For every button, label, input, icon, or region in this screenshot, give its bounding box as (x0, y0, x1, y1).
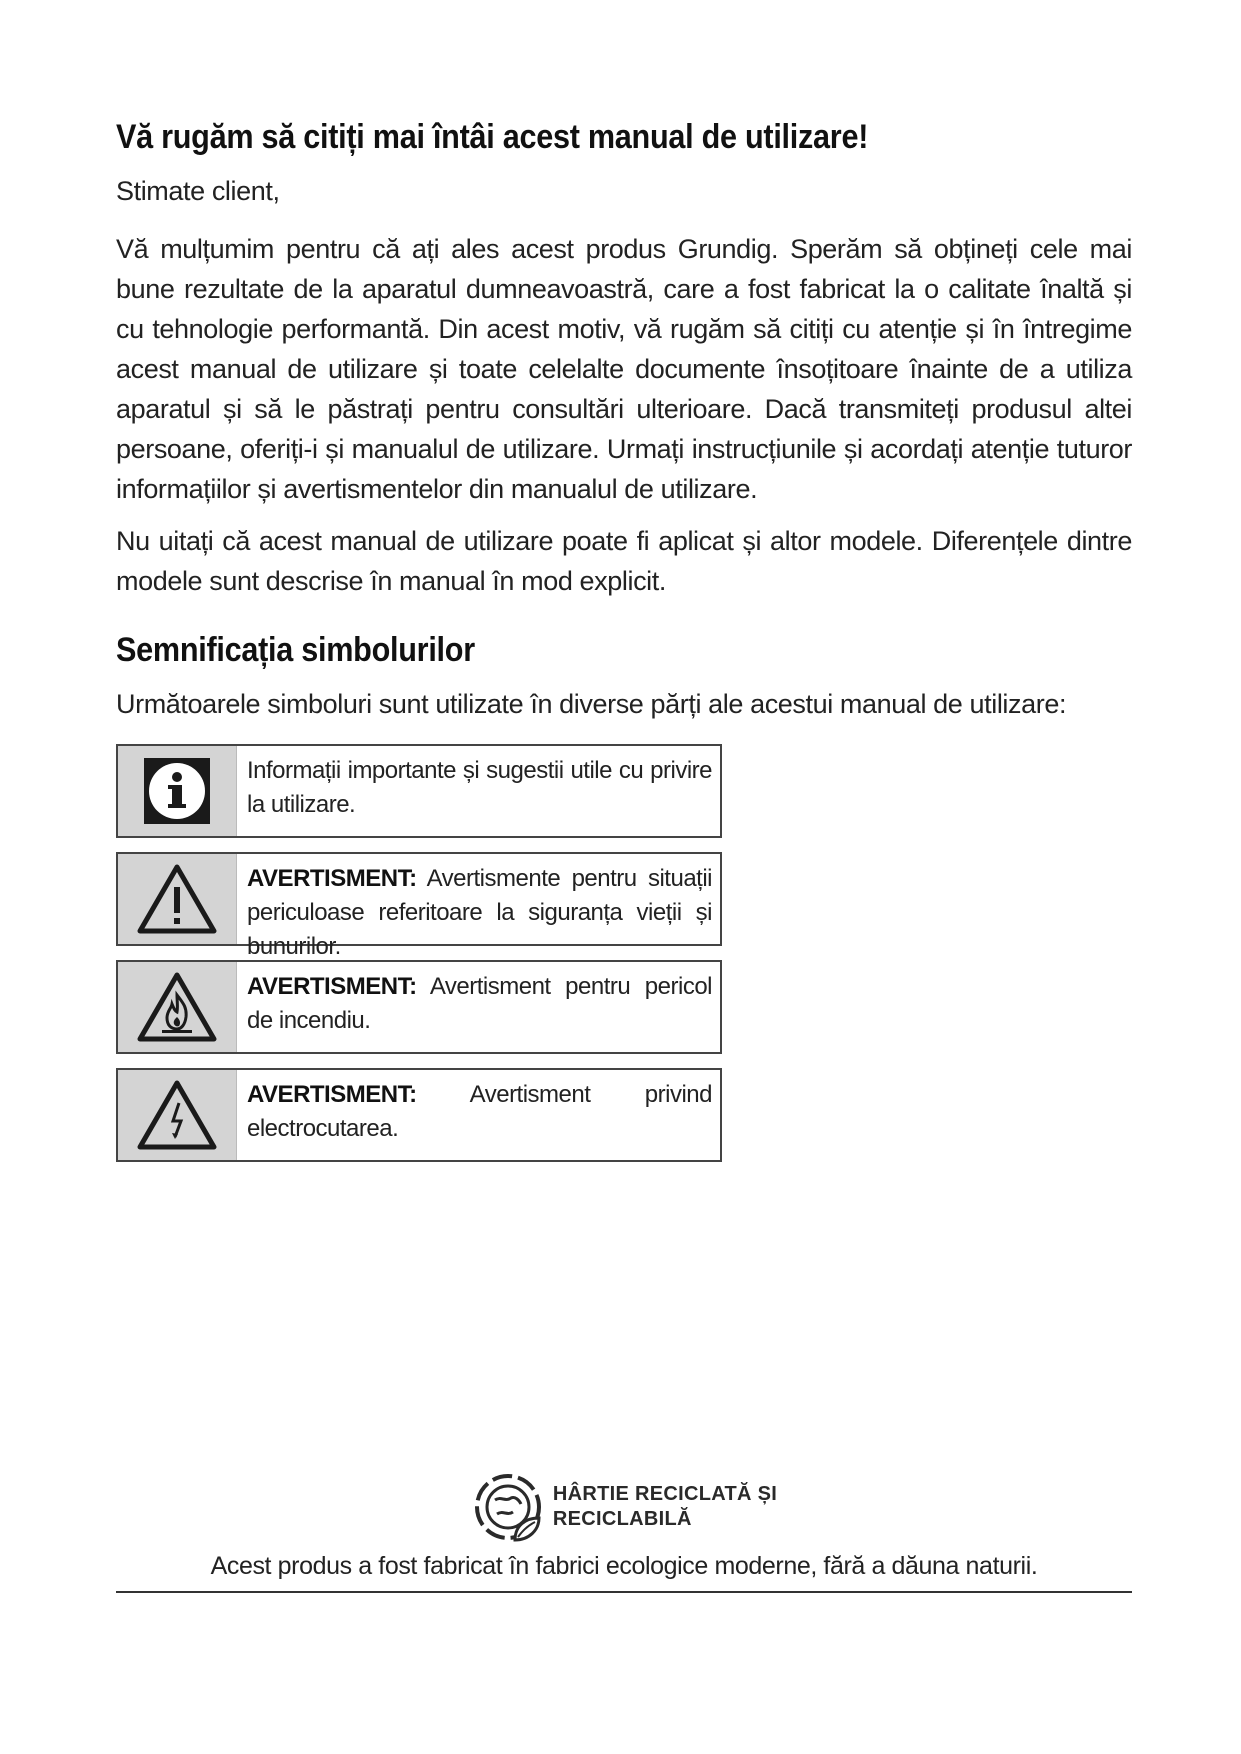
symbol-row-fire (116, 960, 722, 1054)
salutation: Stimate client, (116, 176, 280, 206)
symbol-text-warning (237, 854, 720, 960)
symbol-label: AVERTISMENT: (247, 1081, 417, 1108)
eco-line-1: HÂRTIE RECICLATĂ ȘI (552, 1483, 778, 1505)
symbols-heading: Semnificația simbolurilor (116, 631, 475, 669)
symbols-intro: Următoarele simboluri sunt utilizate în diverse părți ale acestui manual de utilizare: (116, 689, 1067, 719)
footer (116, 1470, 1132, 1593)
symbol-description: Avertismente pentru situații periculoase referitoare la siguranța vieții și bunurilor. (247, 865, 712, 960)
symbol-row-info (116, 744, 722, 838)
recycle-globe-leaf-icon (471, 1470, 545, 1544)
eco-caption: Acest produs a fost fabricat în fabrici ecologice moderne, fără a dăuna naturii. (210, 1552, 1038, 1580)
symbol-text-info (237, 746, 720, 836)
footer-divider (116, 1591, 1132, 1593)
symbol-text-fire (237, 962, 720, 1052)
electric-shock-icon (118, 1070, 237, 1160)
symbol-description: Avertisment pentru pericol de incendiu. (247, 973, 713, 1034)
symbol-description: Informații importante și sugestii utile cu privire la utilizare. (247, 757, 712, 818)
symbol-row-warning (116, 852, 722, 960)
symbol-text-electric (237, 1070, 720, 1160)
warning-icon (118, 854, 237, 944)
intro-paragraph: Vă mulțumim pentru că ați ales acest produs Grundig. Sperăm să obțineți cele mai bune rezultate de la aparatul dumneavoastră, care a fost fabricat la o calitate înaltă și cu tehnologie performantă. Din acest motiv, vă rugăm să citiți cu atenție și în întregime acest manual de utilizare și toate celelalte documente însoțitoare înainte de a utiliza aparatul și să le păstrați pentru consultări ulterioare. Dacă transmiteți produsul altei persoane, oferiți-i și manualul de utilizare. Urmați instrucțiunile și acordați atenție tuturor informațiilor și avertismentelor din manualul de utilizare. (116, 234, 1132, 504)
symbol-label: AVERTISMENT: (247, 865, 417, 892)
symbol-label: AVERTISMENT: (247, 973, 417, 1000)
manual-page (116, 118, 1132, 1176)
models-paragraph: Nu uitați că acest manual de utilizare poate fi aplicat și altor modele. Diferențele dintre modele sunt descrise în manual în mod explicit. (116, 526, 1132, 596)
recycled-paper-label (553, 1482, 777, 1532)
eco-line-2: RECICLABILĂ (552, 1508, 692, 1530)
info-icon (118, 746, 237, 836)
fire-warning-icon (118, 962, 237, 1052)
symbols-table (116, 744, 722, 1162)
recycled-paper-logo (116, 1470, 1132, 1544)
page-title: Vă rugăm să citiți mai întâi acest manual de utilizare! (116, 118, 869, 156)
symbol-description: Avertisment privind electrocutarea. (247, 1081, 713, 1142)
symbol-row-electric (116, 1068, 722, 1162)
